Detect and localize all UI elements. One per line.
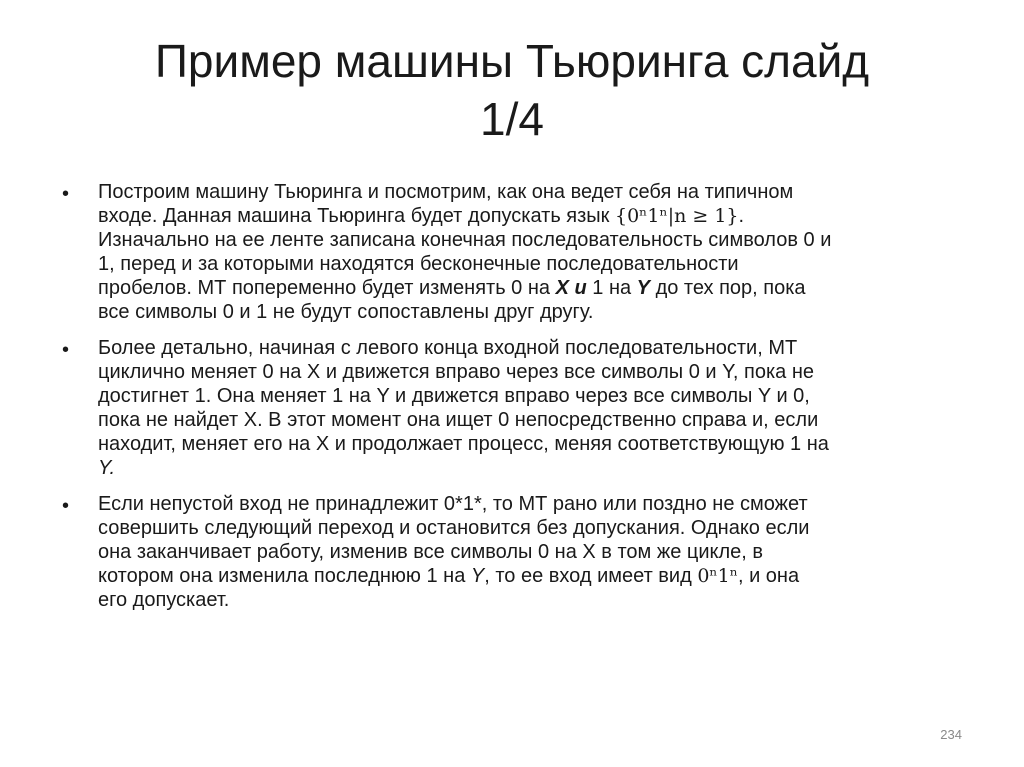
bullet-list <box>62 180 962 624</box>
symbol-x-and: X и <box>555 277 587 299</box>
bullet-item-1 <box>62 180 962 324</box>
bullet-3-line-3: она заканчивает работу, изменив все символы 0 на X в том же цикле, в <box>98 541 764 563</box>
bullet-1-line-6: все символы 0 и 1 не будут сопоставлены друг другу. <box>98 301 594 323</box>
bullet-2-line-6: Y. <box>98 457 116 479</box>
bullet-2-line-1: Более детально, начиная с левого конца входной последовательности, МТ <box>98 337 798 359</box>
bullet-3-line-2: совершить следующий переход и остановится без допускания. Однако если <box>98 517 810 539</box>
bullet-1-line-4: 1, перед и за которыми находятся бесконечные последовательности <box>98 253 739 275</box>
bullet-marker: • <box>62 339 70 361</box>
bullet-item-2 <box>62 336 962 480</box>
bullet-1-line-2: входе. Данная машина Тьюринга будет допускать язык {0ⁿ1ⁿ|n ≥ 1}. <box>98 205 745 227</box>
bullet-1-line-5: пробелов. МТ попеременно будет изменять 0 на X и 1 на Y до тех пор, пока <box>98 277 806 299</box>
slide-title <box>60 32 964 148</box>
bullet-3-line-5: его допускает. <box>98 589 230 611</box>
language-formula: {0ⁿ1ⁿ|n ≥ 1} <box>615 205 739 227</box>
bullet-2-line-2: циклично меняет 0 на X и движется вправо через все символы 0 и Y, пока не <box>98 361 814 383</box>
word-formula: 0ⁿ1ⁿ <box>697 565 738 587</box>
bullet-3-line-4: котором она изменила последнюю 1 на Y, то ее вход имеет вид 0ⁿ1ⁿ, и она <box>98 565 800 587</box>
bullet-1-line-1: Построим машину Тьюринга и посмотрим, как она ведет себя на типичном <box>98 181 794 203</box>
bullet-3-line-1: Если непустой вход не принадлежит 0*1*, то МТ рано или поздно не сможет <box>98 493 808 515</box>
bullet-item-3 <box>62 492 962 612</box>
symbol-y: Y <box>636 277 651 299</box>
bullet-2-line-3: достигнет 1. Она меняет 1 на Y и движется вправо через все символы Y и 0, <box>98 385 810 407</box>
bullet-1-line-3: Изначально на ее ленте записана конечная последовательность символов 0 и <box>98 229 832 251</box>
bullet-2-line-4: пока не найдет X. В этот момент она ищет 0 непосредственно справа и, если <box>98 409 819 431</box>
bullet-marker: • <box>62 183 70 205</box>
bullet-marker: • <box>62 495 70 517</box>
title-line-1: Пример машины Тьюринга слайд <box>154 35 870 87</box>
slide-number: 234 <box>940 727 962 742</box>
bullet-2-line-5: находит, меняет его на X и продолжает процесс, меняя соответствующую 1 на <box>98 433 829 455</box>
title-line-2: 1/4 <box>480 93 544 145</box>
